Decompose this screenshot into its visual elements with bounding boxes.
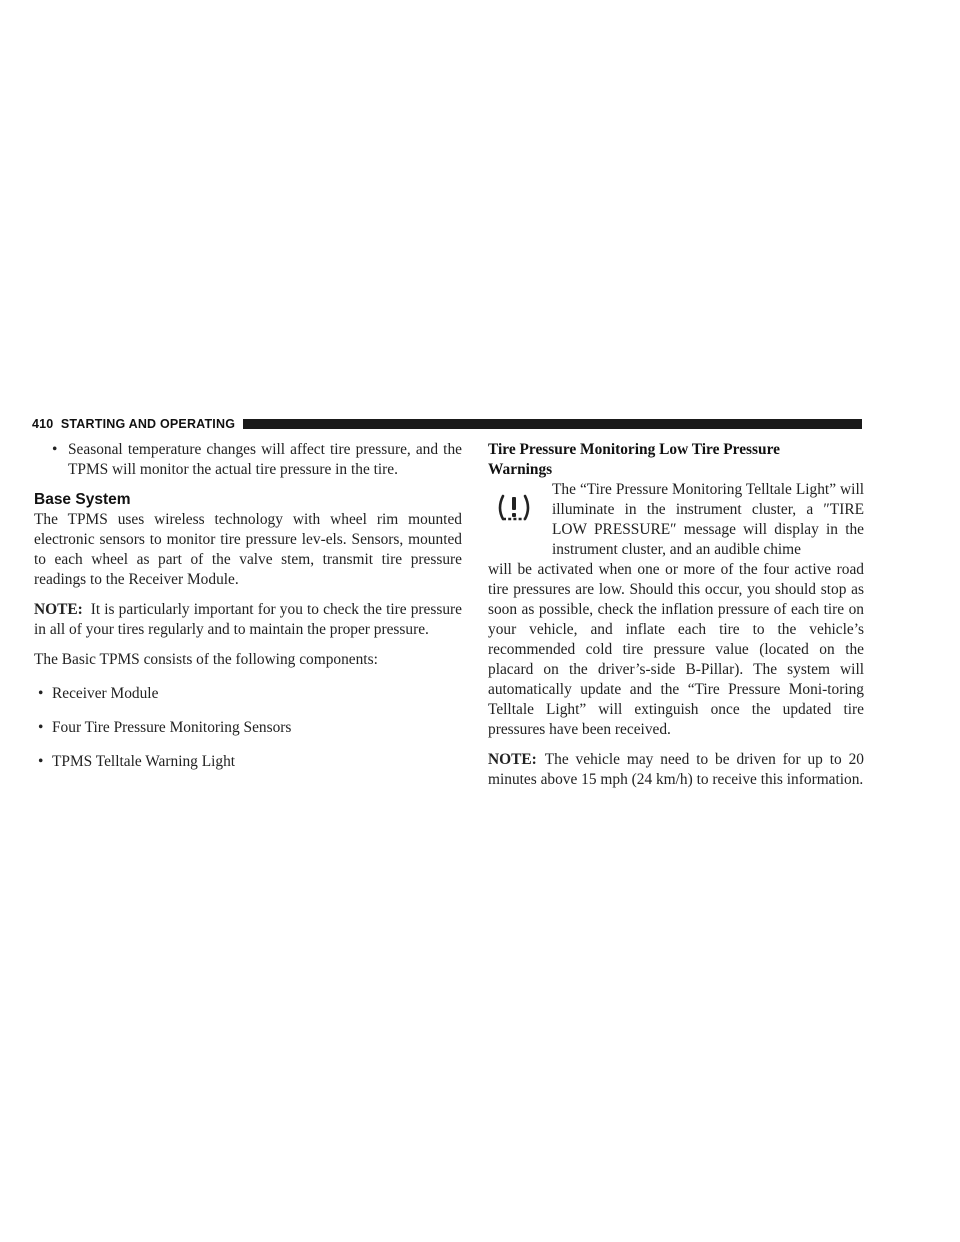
header-rule (243, 419, 862, 429)
bullet-text: Seasonal temperature changes will affect tire pressure, and the TPMS will monitor the actual tire pressure in the tire. (68, 441, 462, 478)
page-number: 410 (32, 417, 54, 431)
bullet-dot: • (38, 753, 44, 770)
note-label: NOTE: (488, 751, 537, 768)
section-heading-low-pressure-warnings (488, 440, 864, 480)
list-item-text: Four Tire Pressure Monitoring Sensors (52, 719, 292, 736)
list-item-text: Receiver Module (52, 685, 159, 702)
list-item (34, 684, 462, 704)
left-column (34, 440, 462, 772)
heading-line-1: Tire Pressure Monitoring Low Tire Pressure (488, 441, 780, 458)
paragraph-base-system: The TPMS uses wireless technology with wheel rim mounted electronic sensors to monitor tire pressure lev-els. Sensors, mounted to each wheel as part of the valve stem, transmit tire pressure readings to the Receiver Module. (34, 511, 462, 588)
paragraph-telltale-continued: will be activated when one or more of the four active road tire pressures are low. Should this occur, you should stop as soon as possible, check the inflation pressure of each tire on your vehicle, and inflate each tire to the vehicle’s recommended cold tire pressure value (located on the placard on the driver’s-side B-Pillar). The system will automatically update and the “Tire Pressure Moni-toring Telltale Light” will extinguish once the updated tire pressures have been received. (488, 561, 864, 738)
bullet-dot: • (52, 441, 58, 458)
right-column (488, 440, 864, 790)
paragraph-components-intro: The Basic TPMS consists of the following components: (34, 651, 378, 668)
page-header (32, 417, 862, 431)
bullet-dot: • (38, 719, 44, 736)
note-paragraph (488, 750, 864, 790)
note-text: It is particularly important for you to check the tire pressure in all of your tires regularly and to maintain the proper pressure. (34, 601, 462, 638)
heading-line-2: Warnings (488, 461, 553, 478)
paragraph-telltale-light: The “Tire Pressure Monitoring Telltale Light” will illuminate in the instrument cluster, a ″TIRE LOW PRESSURE″ message will display in the instrument cluster, and an audible chime (552, 481, 864, 558)
section-heading-base-system: Base System (34, 491, 131, 508)
bullet-dot: • (38, 685, 44, 702)
list-item (34, 718, 462, 738)
list-item-text: TPMS Telltale Warning Light (52, 753, 236, 770)
page-header-text (32, 417, 243, 431)
icon-paragraph-block (488, 480, 864, 560)
note-text: The vehicle may need to be driven for up to 20 minutes above 15 mph (24 km/h) to receive this information. (488, 751, 864, 788)
bullet-seasonal-temperature (34, 440, 462, 480)
note-label: NOTE: (34, 601, 83, 618)
note-paragraph (34, 600, 462, 640)
tire-pressure-warning-icon (496, 492, 532, 528)
list-item (34, 752, 462, 772)
section-title: STARTING AND OPERATING (60, 417, 236, 431)
